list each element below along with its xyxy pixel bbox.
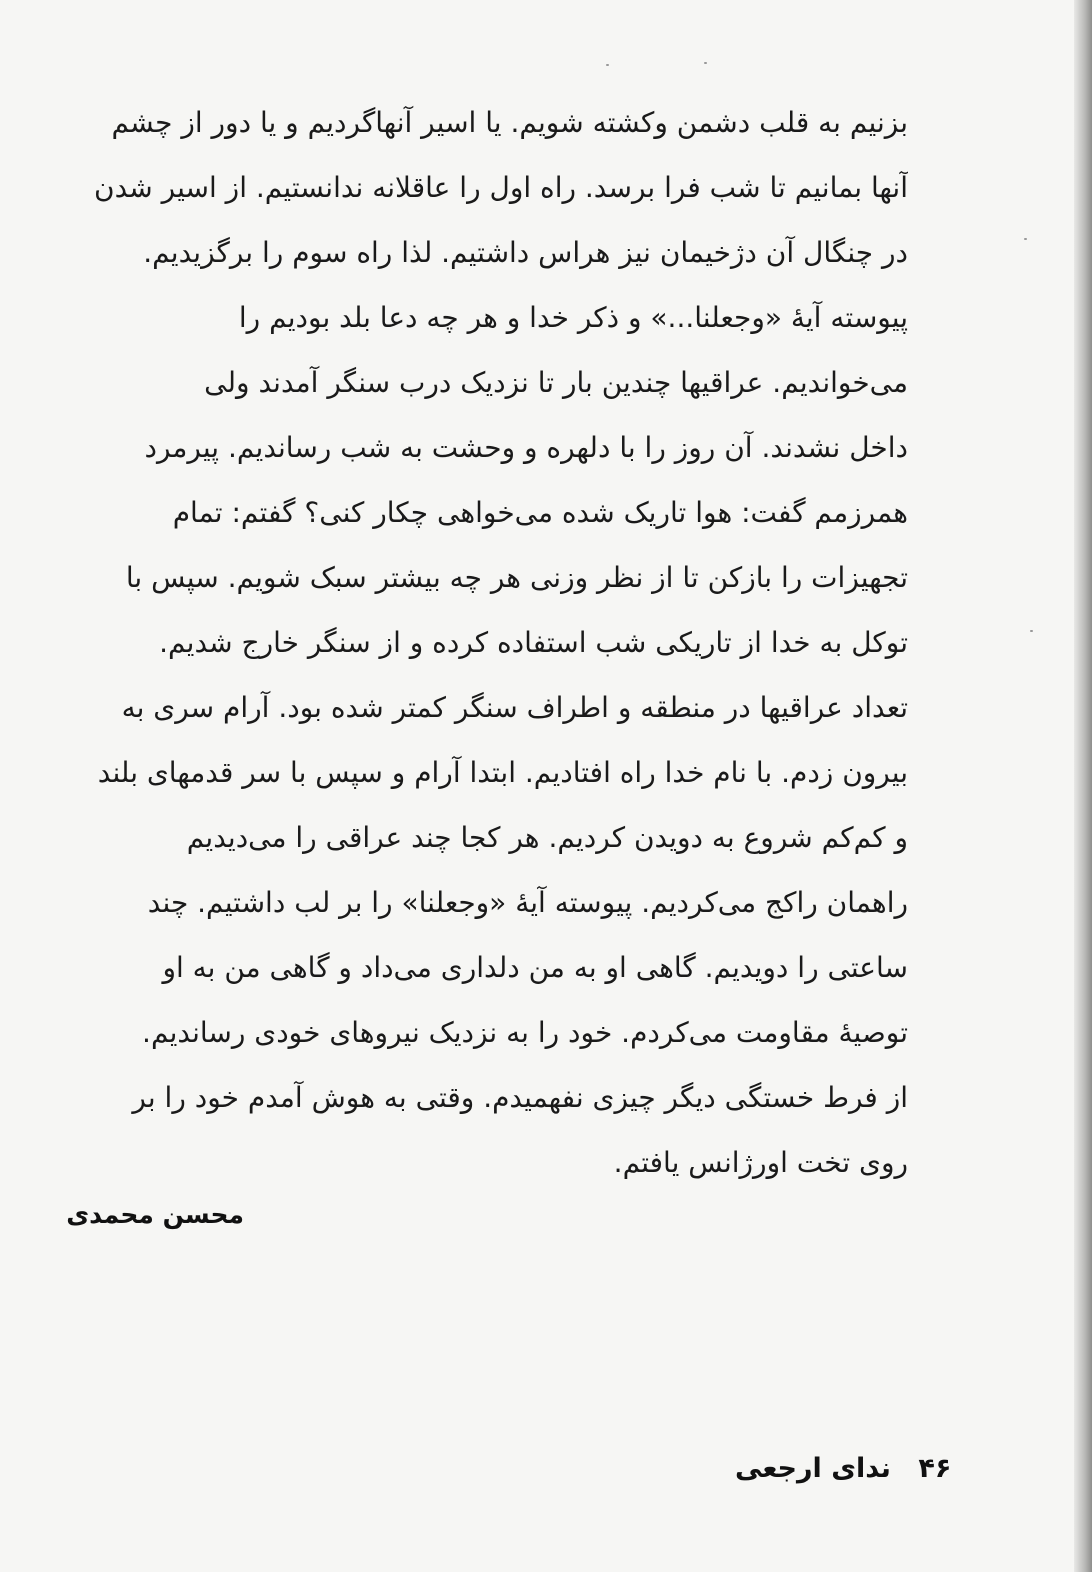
text-line: توصیهٔ مقاومت می‌کردم. خود را به نزدیک نیروهای خودی رساندیم. (142, 1016, 908, 1049)
author-name: محسن محمدی (66, 1200, 244, 1229)
text-line: می‌خواندیم. عراقیها چندین بار تا نزدیک درب سنگر آمدند ولی (204, 366, 908, 399)
paper-speck (1024, 238, 1027, 240)
text-line: ساعتی را دویدیم. گاهی او به من دلداری می‌داد و گاهی من به او (162, 951, 908, 984)
text-line: توکل به خدا از تاریکی شب استفاده کرده و از سنگر خارج شدیم. (159, 626, 908, 659)
text-line: راهمان راکج می‌کردیم. پیوسته آیهٔ «وجعلنا» را بر لب داشتیم. چند (147, 886, 908, 919)
text-line: همرزمم گفت: هوا تاریک شده می‌خواهی چکار کنی؟ گفتم: تمام (172, 496, 908, 529)
text-line: آنها بمانیم تا شب فرا برسد. راه اول را عاقلانه ندانستیم. از اسیر شدن (94, 171, 908, 204)
book-title: ندای ارجعی (735, 1453, 891, 1484)
paper-speck (606, 64, 609, 66)
page-number: ۴۶ (918, 1453, 952, 1484)
text-line: در چنگال آن دژخیمان نیز هراس داشتیم. لذا راه سوم را برگزیدیم. (143, 236, 908, 269)
body-paragraph (48, 90, 908, 1195)
text-line: تعداد عراقیها در منطقه و اطراف سنگر کمتر شده بود. آرام سری به (121, 691, 908, 724)
page-footer (735, 1453, 951, 1484)
text-line: از فرط خستگی دیگر چیزی نفهمیدم. وقتی به هوش آمدم خود را بر (132, 1081, 908, 1114)
text-line: بیرون زدم. با نام خدا راه افتادیم. ابتدا آرام و سپس با سر قدمهای بلند (97, 756, 908, 789)
text-line: داخل نشدند. آن روز را با دلهره و وحشت به شب رساندیم. پیرمرد (144, 431, 908, 464)
paper-speck (1030, 630, 1033, 632)
page-binding-shadow (1074, 0, 1092, 1572)
text-line: و کم‌کم شروع به دویدن کردیم. هر کجا چند عراقی را می‌دیدیم (186, 821, 908, 854)
text-line: پیوسته آیهٔ «وجعلنا...» و ذکر خدا و هر چه دعا بلد بودیم را (238, 301, 908, 334)
text-line: تجهیزات را بازکن تا از نظر وزنی هر چه بیشتر سبک شویم. سپس با (125, 561, 908, 594)
paper-speck (704, 62, 707, 64)
text-line: روی تخت اورژانس یافتم. (613, 1146, 908, 1179)
text-line: بزنیم به قلب دشمن وکشته شویم. یا اسیر آنهاگردیم و یا دور از چشم (111, 106, 908, 139)
